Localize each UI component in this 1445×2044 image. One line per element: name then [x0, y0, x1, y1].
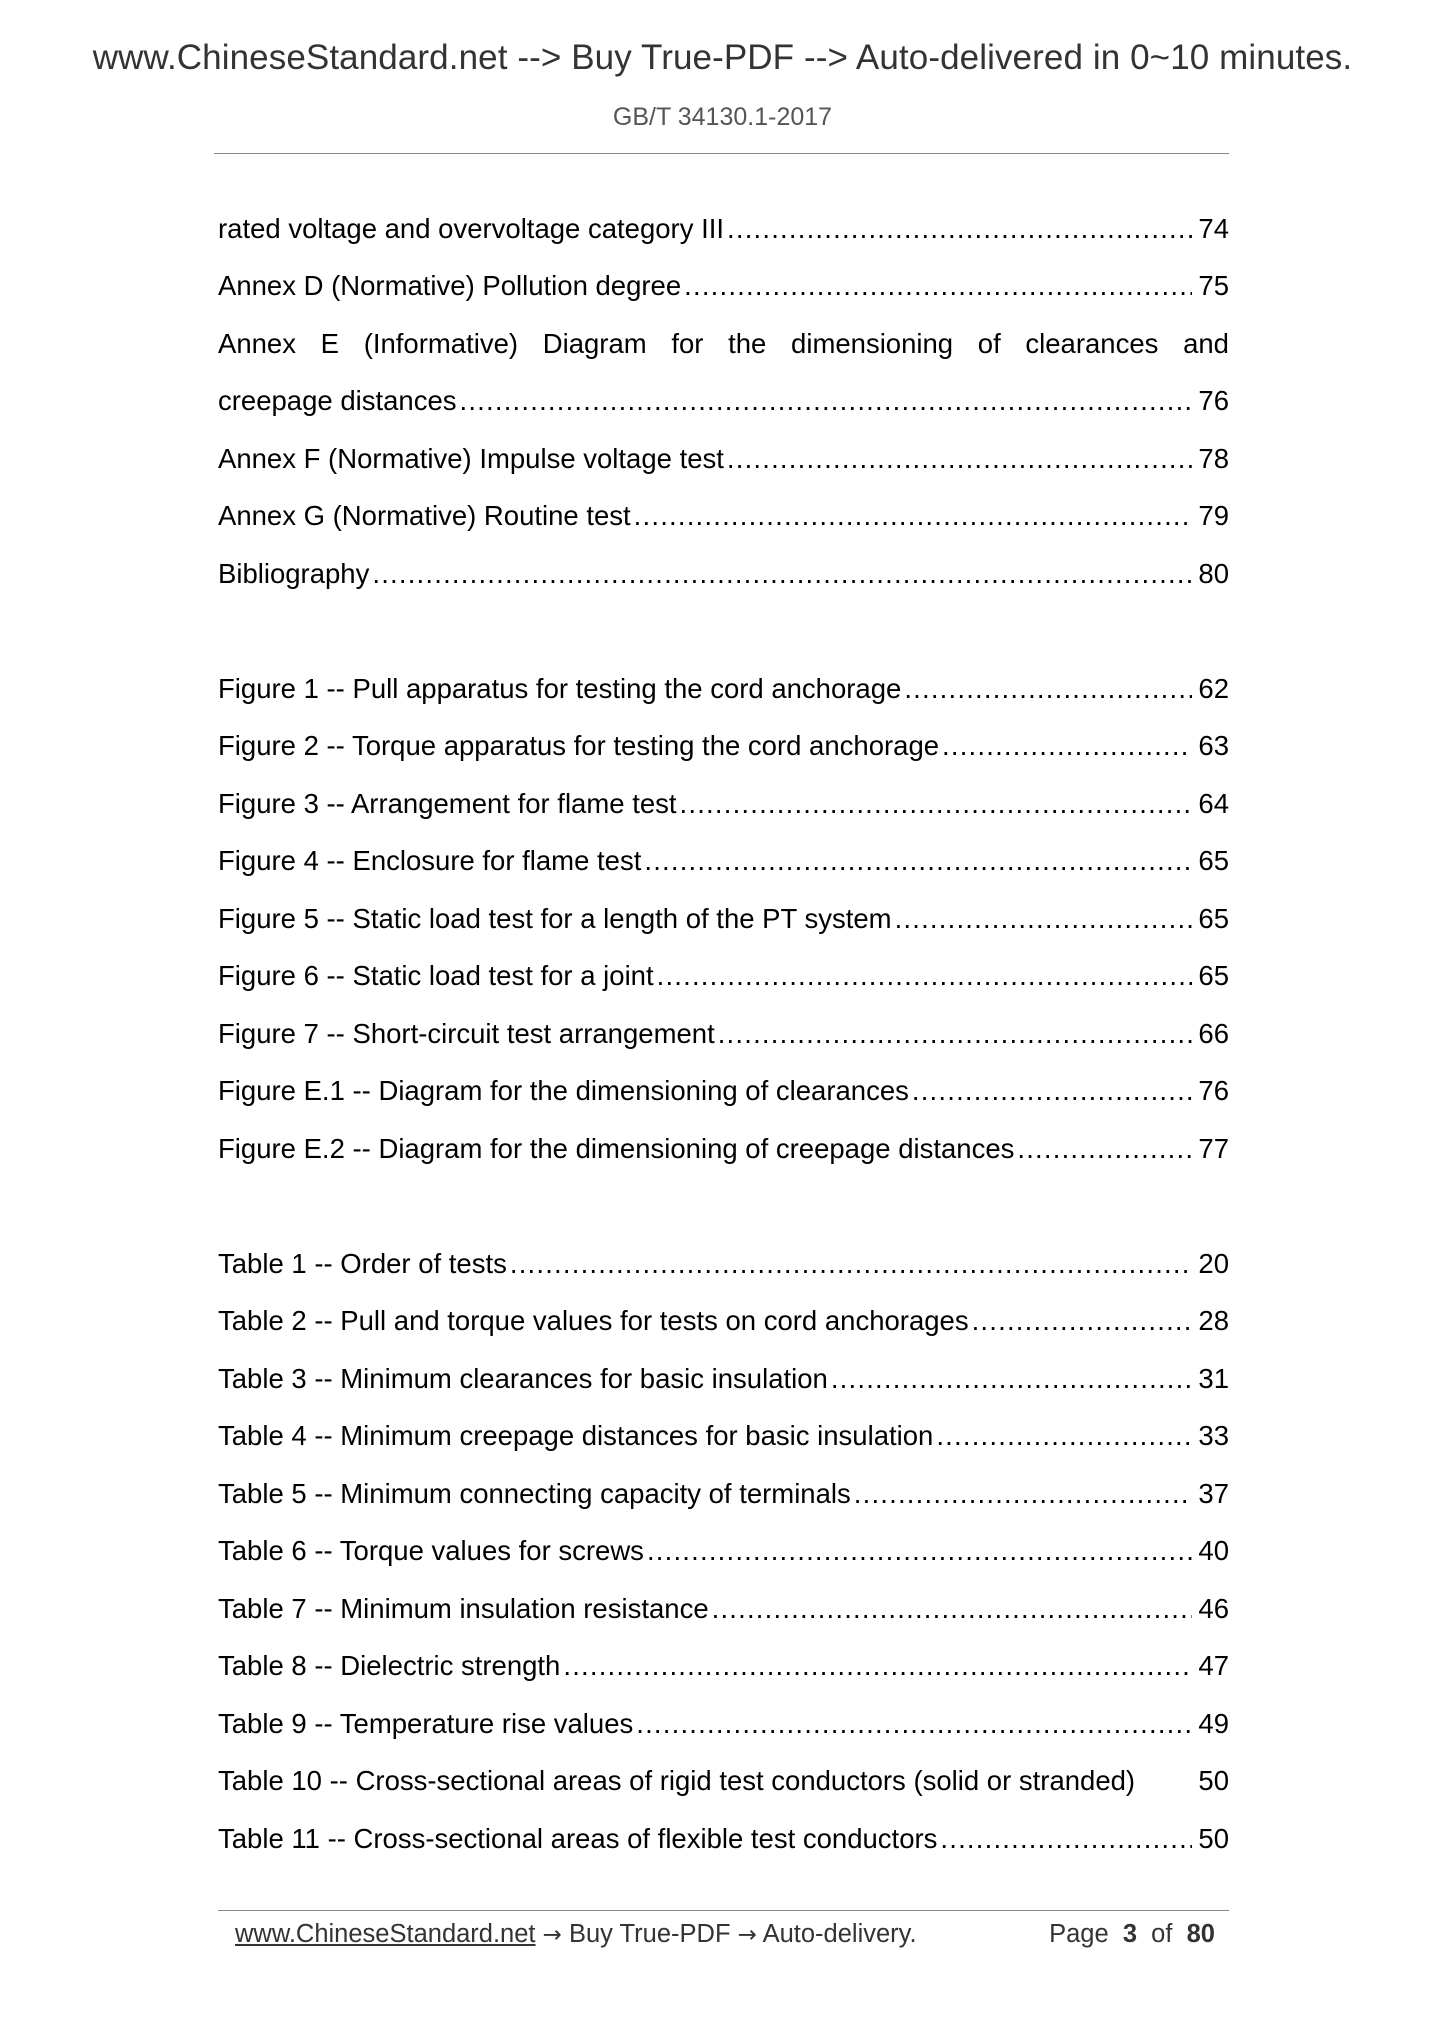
dot-leader	[895, 899, 1192, 939]
toc-entry-title: Table 11 -- Cross-sectional areas of flexible test conductors	[218, 1823, 938, 1854]
dot-leader	[657, 956, 1192, 996]
footer-divider	[218, 1910, 1229, 1911]
dot-leader	[718, 1014, 1192, 1054]
toc-entry-table[interactable]	[218, 1761, 1229, 1801]
dot-leader	[831, 1359, 1192, 1399]
toc-entry-title: Table 7 -- Minimum insulation resistance	[218, 1593, 709, 1624]
toc-entry-title: Table 5 -- Minimum connecting capacity of terminals	[218, 1478, 851, 1509]
toc-entry-title: rated voltage and overvoltage category III	[218, 213, 725, 244]
toc-entry-page: 20	[1198, 1248, 1229, 1279]
arrow-right-icon: →	[542, 1922, 562, 1948]
toc-entry-page: 65	[1198, 960, 1229, 991]
footer-site-link[interactable]: www.ChineseStandard.net	[235, 1920, 536, 1948]
dot-leader	[942, 726, 1192, 766]
toc-entry-figure[interactable]	[218, 669, 1229, 709]
toc-entry-title: Figure 3 -- Arrangement for flame test	[218, 788, 677, 819]
page-number-info	[1049, 1914, 1215, 1954]
dot-leader	[712, 1589, 1192, 1629]
toc-entry-page: 37	[1198, 1478, 1229, 1509]
toc-entry-title: Table 8 -- Dielectric strength	[218, 1650, 561, 1681]
page-footer	[235, 1914, 1215, 1954]
toc-entry-table[interactable]	[218, 1301, 1229, 1341]
toc-entry-title: Table 2 -- Pull and torque values for tests on cord anchorages	[218, 1305, 969, 1336]
toc-entry-figure[interactable]	[218, 956, 1229, 996]
dot-leader	[904, 669, 1192, 709]
toc-entry-page: 33	[1198, 1420, 1229, 1451]
toc-entry-table[interactable]	[218, 1704, 1229, 1744]
toc-entry-title: Figure E.2 -- Diagram for the dimensioning of creepage distances	[218, 1133, 1015, 1164]
toc-entry-title: Figure 1 -- Pull apparatus for testing the cord anchorage	[218, 673, 902, 704]
table-of-contents	[218, 0, 1229, 2044]
toc-entry-page: 31	[1198, 1363, 1229, 1394]
toc-entry-title: creepage distances	[218, 385, 457, 416]
toc-entry-title: Table 1 -- Order of tests	[218, 1248, 507, 1279]
toc-entry-page: 77	[1198, 1133, 1229, 1164]
toc-entry-title: Table 6 -- Torque values for screws	[218, 1535, 644, 1566]
toc-entry-page: 64	[1198, 788, 1229, 819]
toc-entry-title: Table 4 -- Minimum creepage distances for basic insulation	[218, 1420, 934, 1451]
document-code: GB/T 34130.1-2017	[612, 103, 833, 131]
toc-word: of	[977, 328, 1001, 359]
dot-leader	[644, 841, 1192, 881]
toc-entry-title: Figure E.1 -- Diagram for the dimensioning of clearances	[218, 1075, 909, 1106]
toc-entry-page: 63	[1198, 730, 1229, 761]
dot-leader	[912, 1071, 1192, 1111]
toc-word: for	[671, 328, 704, 359]
toc-entry-page: 74	[1198, 213, 1229, 244]
toc-entry-page: 78	[1198, 443, 1229, 474]
toc-entry-page: 75	[1198, 270, 1229, 301]
toc-entry-title: Table 10 -- Cross-sectional areas of rigid test conductors (solid or stranded)	[218, 1765, 1136, 1796]
dot-leader	[854, 1474, 1192, 1514]
toc-entry-page: 47	[1198, 1650, 1229, 1681]
toc-entry-page: 65	[1198, 903, 1229, 934]
dot-leader	[563, 1646, 1192, 1686]
toc-entry-title: Table 3 -- Minimum clearances for basic insulation	[218, 1363, 828, 1394]
toc-entry-title: Annex G (Normative) Routine test	[218, 500, 631, 531]
toc-word: the	[728, 328, 767, 359]
footer-delivery-text: Auto-delivery.	[762, 1920, 917, 1948]
dot-leader	[972, 1301, 1192, 1341]
dot-leader	[684, 266, 1192, 306]
toc-entry-table[interactable]	[218, 1244, 1229, 1284]
toc-entry-title: Figure 7 -- Short-circuit test arrangement	[218, 1018, 715, 1049]
toc-entry-wrapped-first-line[interactable]	[218, 324, 1229, 364]
toc-entry[interactable]	[218, 496, 1229, 536]
toc-entry-title: Table 9 -- Temperature rise values	[218, 1708, 634, 1739]
toc-entry-page: 40	[1198, 1535, 1229, 1566]
toc-entry-figure[interactable]	[218, 841, 1229, 881]
toc-entry-page: 28	[1198, 1305, 1229, 1336]
toc-entry[interactable]	[218, 266, 1229, 306]
toc-entry-page: 65	[1198, 845, 1229, 876]
toc-entry-page: 80	[1198, 558, 1229, 589]
toc-entry-table[interactable]	[218, 1416, 1229, 1456]
dot-leader	[936, 1416, 1192, 1456]
toc-word: Diagram	[542, 328, 647, 359]
toc-entry-page: 49	[1198, 1708, 1229, 1739]
toc-entry-figure[interactable]	[218, 1129, 1229, 1169]
toc-entry-page: 66	[1198, 1018, 1229, 1049]
toc-entry-page: 76	[1198, 1075, 1229, 1106]
toc-entry[interactable]	[218, 209, 1229, 249]
dot-leader	[680, 784, 1192, 824]
toc-word: clearances	[1025, 328, 1159, 359]
dot-leader	[1017, 1129, 1192, 1169]
toc-entry-figure[interactable]	[218, 1014, 1229, 1054]
toc-entry-table[interactable]	[218, 1589, 1229, 1629]
toc-word: E	[320, 328, 340, 359]
toc-entry-table[interactable]	[218, 1474, 1229, 1514]
toc-entry-page: 46	[1198, 1593, 1229, 1624]
toc-entry-title: Figure 2 -- Torque apparatus for testing the cord anchorage	[218, 730, 940, 761]
toc-entry-title: Annex D (Normative) Pollution degree	[218, 270, 682, 301]
toc-entry-table[interactable]	[218, 1531, 1229, 1571]
toc-entry-page: 79	[1198, 500, 1229, 531]
toc-entry[interactable]	[218, 554, 1229, 594]
toc-entry-page: 62	[1198, 673, 1229, 704]
toc-entry-figure[interactable]	[218, 726, 1229, 766]
toc-entry-page: 76	[1198, 385, 1229, 416]
toc-entry-table[interactable]	[218, 1819, 1229, 1859]
page-label: Page	[1049, 1920, 1109, 1948]
header-banner: www.ChineseStandard.net --> Buy True-PDF --> Auto-delivered in 0~10 minutes.	[92, 38, 1353, 77]
dot-leader	[634, 496, 1192, 536]
dot-leader	[460, 381, 1193, 421]
dot-leader	[636, 1704, 1192, 1744]
dot-leader	[727, 439, 1192, 479]
dot-leader	[510, 1244, 1192, 1284]
total-pages-number: 80	[1186, 1920, 1215, 1948]
toc-entry-page: 50	[1198, 1765, 1229, 1796]
toc-entry-title: Bibliography	[218, 558, 370, 589]
toc-entry[interactable]	[218, 439, 1229, 479]
toc-entry-figure[interactable]	[218, 1071, 1229, 1111]
toc-entry-figure[interactable]	[218, 784, 1229, 824]
toc-word: Annex	[218, 328, 296, 359]
toc-word: (Informative)	[363, 328, 519, 359]
toc-word: dimensioning	[791, 328, 954, 359]
dot-leader	[940, 1819, 1192, 1859]
toc-word: and	[1183, 328, 1229, 359]
arrow-right-icon: →	[737, 1922, 757, 1948]
dot-leader	[647, 1531, 1192, 1571]
of-label: of	[1151, 1920, 1173, 1948]
dot-leader	[372, 554, 1192, 594]
toc-entry[interactable]	[218, 381, 1229, 421]
toc-entry-title: Figure 4 -- Enclosure for flame test	[218, 845, 642, 876]
toc-entry-page: 50	[1198, 1823, 1229, 1854]
toc-entry-table[interactable]	[218, 1646, 1229, 1686]
toc-entry-title: Annex F (Normative) Impulse voltage test	[218, 443, 724, 474]
footer-buy-text: Buy True-PDF	[568, 1920, 731, 1948]
toc-entry-table[interactable]	[218, 1359, 1229, 1399]
toc-entry-title: Figure 5 -- Static load test for a length of the PT system	[218, 903, 892, 934]
current-page-number: 3	[1122, 1920, 1137, 1948]
dot-leader	[727, 209, 1192, 249]
toc-entry-title: Figure 6 -- Static load test for a joint	[218, 960, 654, 991]
toc-entry-figure[interactable]	[218, 899, 1229, 939]
